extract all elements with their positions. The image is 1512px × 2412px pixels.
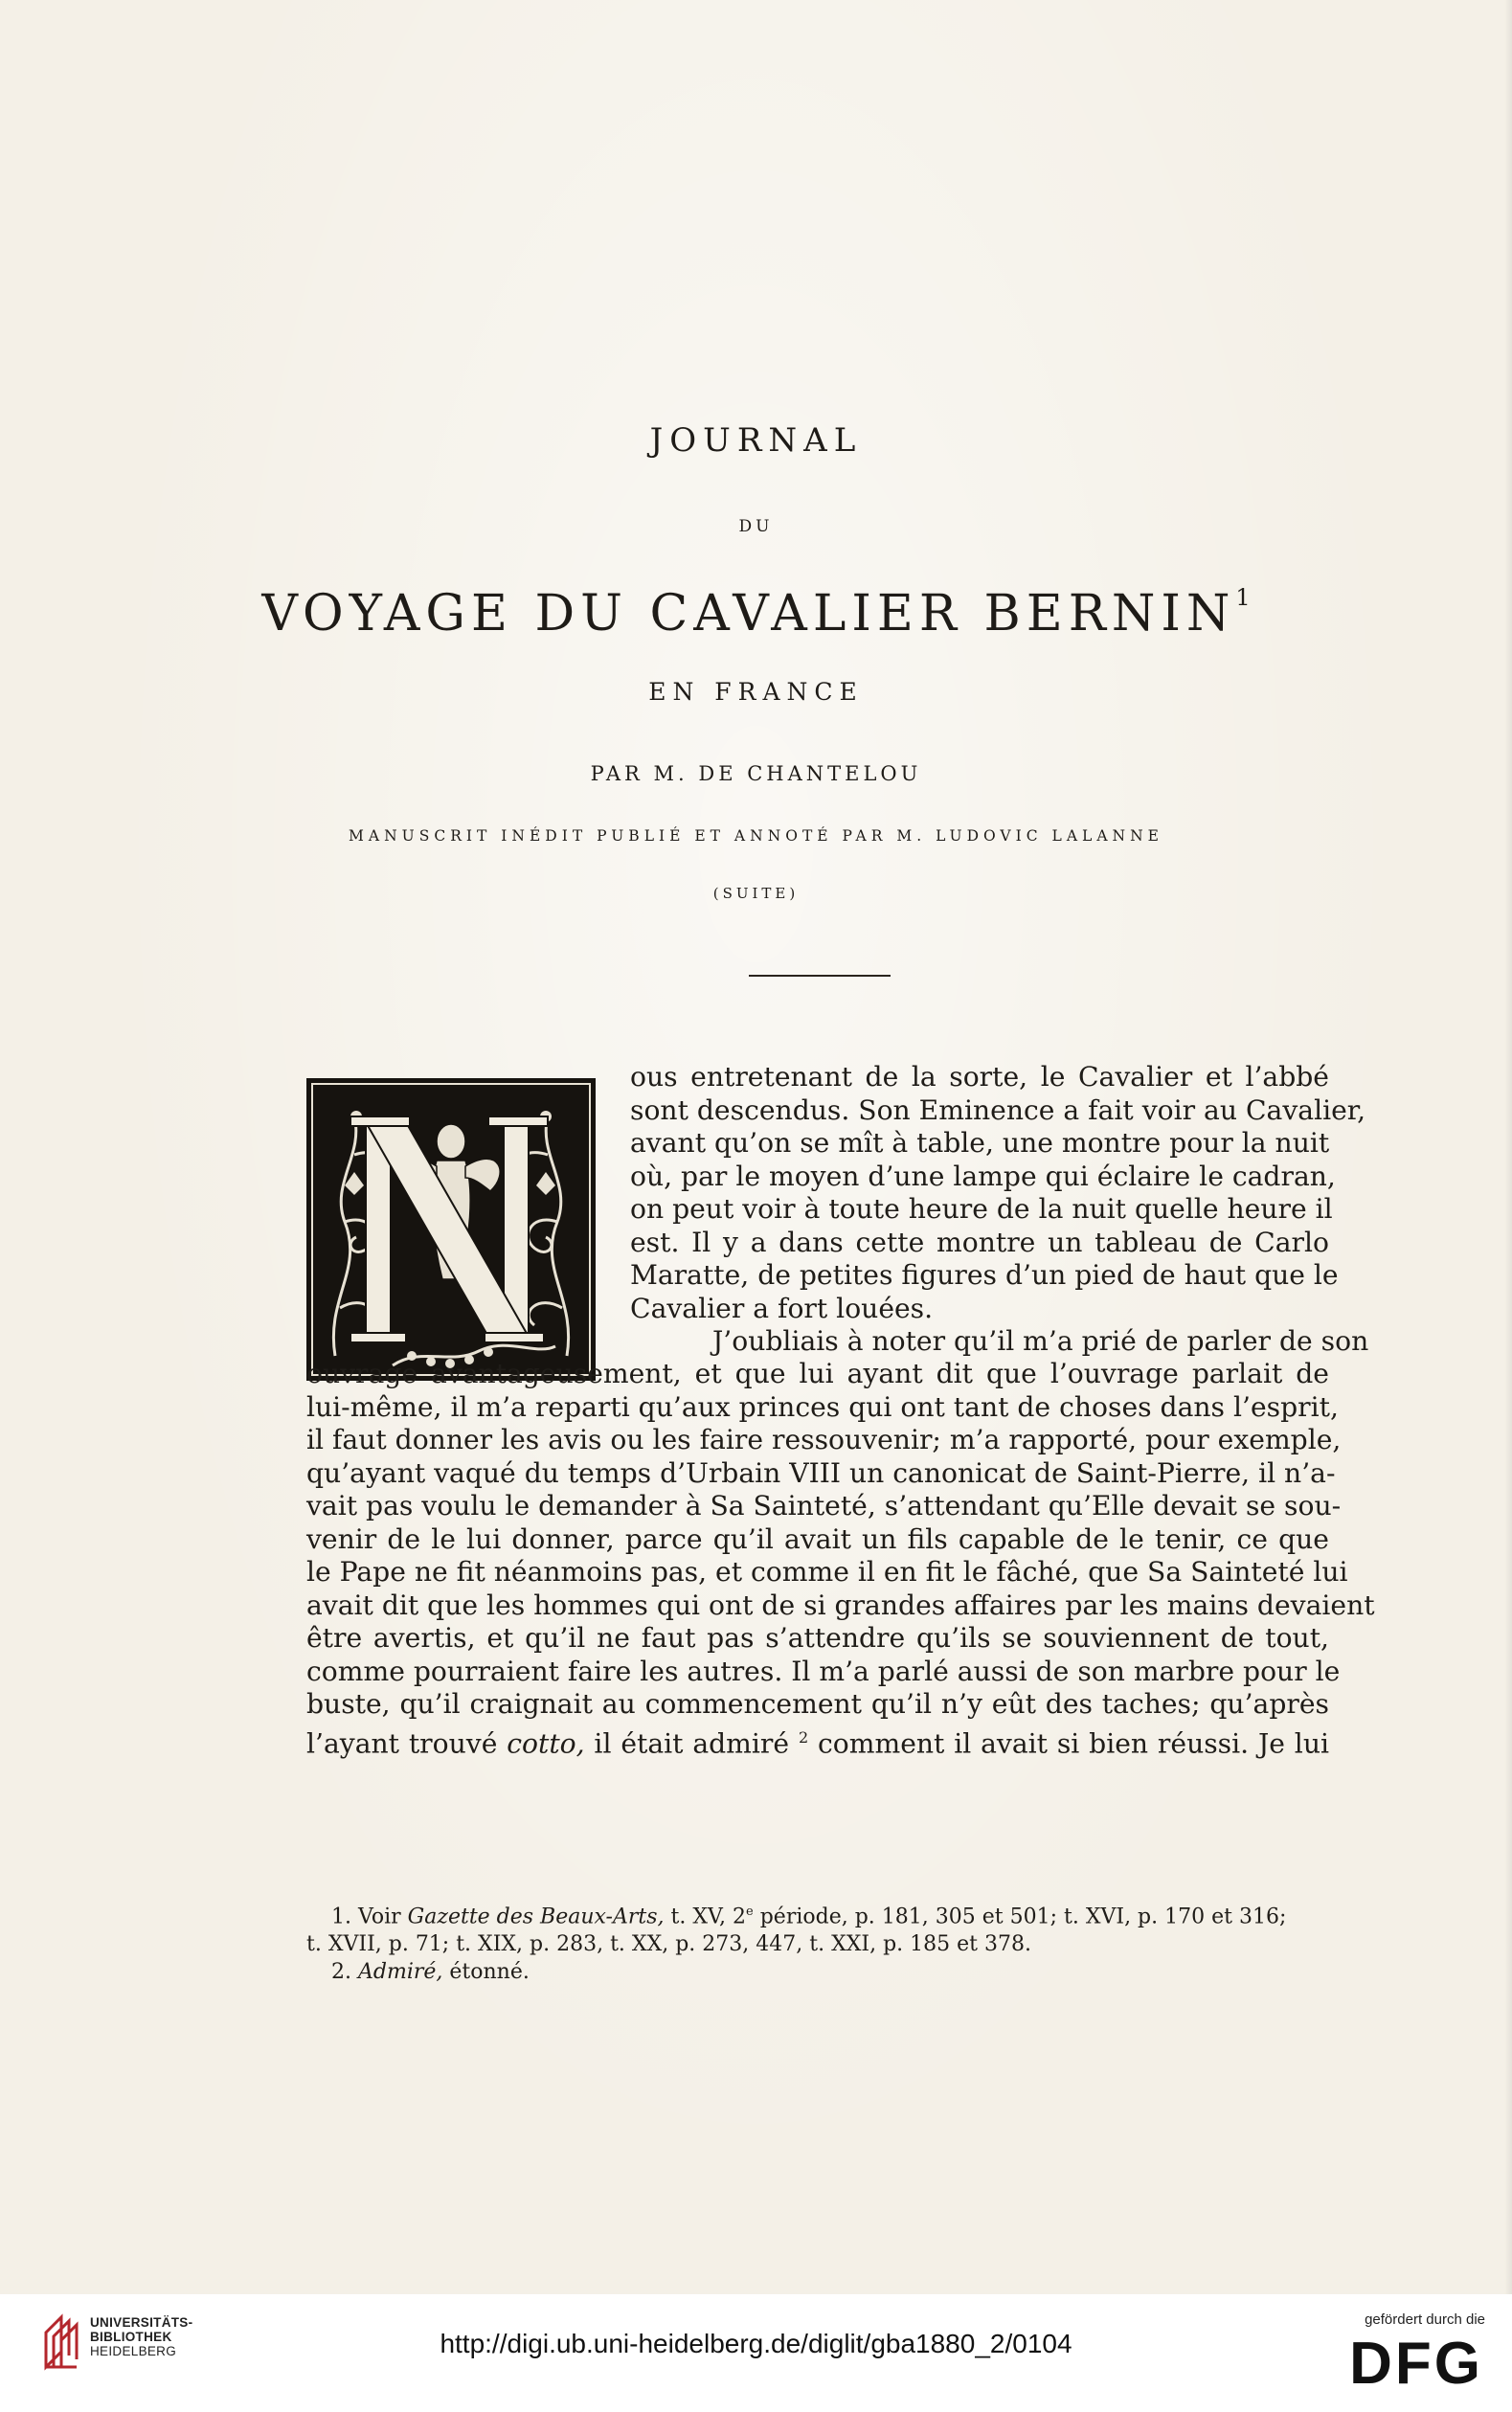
footnote-text: t. XV, 2 [664, 1905, 747, 1929]
funder-caption: gefördert durch die [1365, 2311, 1485, 2328]
permalink-url[interactable]: http://digi.ub.uni-heidelberg.de/diglit/gba1880_2/0104 [440, 2329, 1072, 2358]
footnote-ref-2: 2 [798, 1727, 809, 1747]
footnote-1-journal-title: Gazette des Beaux-Arts, [407, 1905, 665, 1929]
paragraph-2 [306, 1358, 1375, 1759]
text-line: avait dit que les hommes qui ont de si grandes affaires par les mains devaient [306, 1589, 1375, 1621]
text-line: ouvrage avantageusement, et que lui ayant dit que l’ouvrage parlait de [306, 1358, 1329, 1389]
title-en-france: EN FRANCE [648, 678, 864, 706]
footnote-2-number: 2. [331, 1960, 351, 1985]
text-line: Cavalier a fort louées. [630, 1292, 934, 1324]
footnote-text: étonné. [442, 1960, 530, 1985]
text-line: lui-même, il m’a reparti qu’aux princes qui ont tant de choses dans l’esprit, [306, 1390, 1339, 1423]
footnote-2-italic: Admiré, [358, 1960, 443, 1985]
footnote-1 [306, 1898, 1329, 1930]
dropcap-n-icon [306, 1078, 596, 1381]
footnote-text: période, p. 181, 305 et 501; t. XVI, p. 170 et 316; [753, 1905, 1287, 1929]
text-line: comme pourraient faire les autres. Il m’a parlé aussi de son marbre pour le [306, 1655, 1341, 1687]
library-line-1: UNIVERSITÄTS- [90, 2315, 193, 2330]
footer-bar [0, 2294, 1512, 2412]
paragraph-2-first-line: J’oubliais à noter qu’il m’a prié de parler de son [712, 1325, 1369, 1357]
title-du: DU [738, 517, 774, 536]
suite-line: (SUITE) [712, 885, 800, 902]
author-line: PAR M. DE CHANTELOU [590, 762, 922, 785]
title-footnote-ref: 1 [1235, 584, 1251, 611]
library-line-3: HEIDELBERG [90, 2344, 177, 2358]
edition-line: MANUSCRIT INÉDIT PUBLIÉ ET ANNOTÉ PAR M. LUDOVIC LALANNE [349, 827, 1163, 845]
text-line: venir de le lui donner, parce qu’il avait un fils capable de le tenir, ce que [306, 1522, 1329, 1555]
text-line-last [306, 1722, 1329, 1759]
text-line: il faut donner les avis ou les faire ressouvenir; m’a rapporté, pour exemple, [306, 1424, 1342, 1455]
text-line: où, par le moyen d’une lampe qui éclaire le cadran, [630, 1160, 1336, 1192]
footnote-1-number: 1. [331, 1905, 351, 1929]
title-voyage [0, 584, 1512, 642]
text-line: avant qu’on se mît à table, une montre pour la nuit [630, 1127, 1330, 1159]
footnote-2 [306, 1958, 1329, 1986]
text-line: être avertis, et qu’il ne faut pas s’attendre qu’ils se souviennent de tout, [306, 1622, 1329, 1654]
text-line: sont descendus. Son Eminence a fait voir au Cavalier, [630, 1093, 1366, 1126]
text-line: ous entretenant de la sorte, le Cavalier et l’abbé [630, 1061, 1329, 1093]
text-line: Maratte, de petites figures d’un pied de haut que le [630, 1259, 1339, 1291]
title-journal: JOURNAL [649, 421, 863, 460]
italic-cotto: cotto, [507, 1726, 585, 1759]
text-line: le Pape ne fit néanmoins pas, et comme il en fit le fâché, que Sa Sainteté lui [306, 1556, 1348, 1588]
footnotes [306, 1898, 1329, 1986]
footnote-text: Voir [358, 1905, 408, 1929]
text-line: on peut voir à toute heure de la nuit quelle heure il [630, 1193, 1333, 1225]
footnote-1-line-2: t. XVII, p. 71; t. XIX, p. 283, t. XX, p. 273, 447, t. XXI, p. 185 et 378. [306, 1932, 1031, 1957]
text-segment: l’ayant trouvé [306, 1726, 508, 1759]
text-line: buste, qu’il craignait au commencement qu’il n’y eût des taches; qu’après [306, 1688, 1329, 1720]
text-segment: comment il avait si bien réussi. Je lui [808, 1726, 1329, 1759]
text-line: qu’ayant vaqué du temps d’Urbain VIII un canonicat de Saint-Pierre, il n’a- [306, 1456, 1336, 1489]
text-line: est. Il y a dans cette montre un tableau de Carlo [630, 1226, 1329, 1258]
scan-edge-shadow [1504, 0, 1512, 2294]
title-voyage-text: VOYAGE DU CAVALIER BERNIN [261, 585, 1236, 642]
paragraph-1 [630, 1061, 1369, 1359]
footnote-sup: e [746, 1905, 754, 1919]
dfg-logo: DFG [1349, 2331, 1483, 2397]
text-segment: il était admiré [584, 1726, 799, 1759]
text-line: vait pas voulu le demander à Sa Sainteté, s’attendant qu’Elle devait se sou- [306, 1490, 1342, 1522]
title-divider [749, 975, 891, 977]
library-line-2: BIBLIOTHEK [90, 2330, 172, 2344]
